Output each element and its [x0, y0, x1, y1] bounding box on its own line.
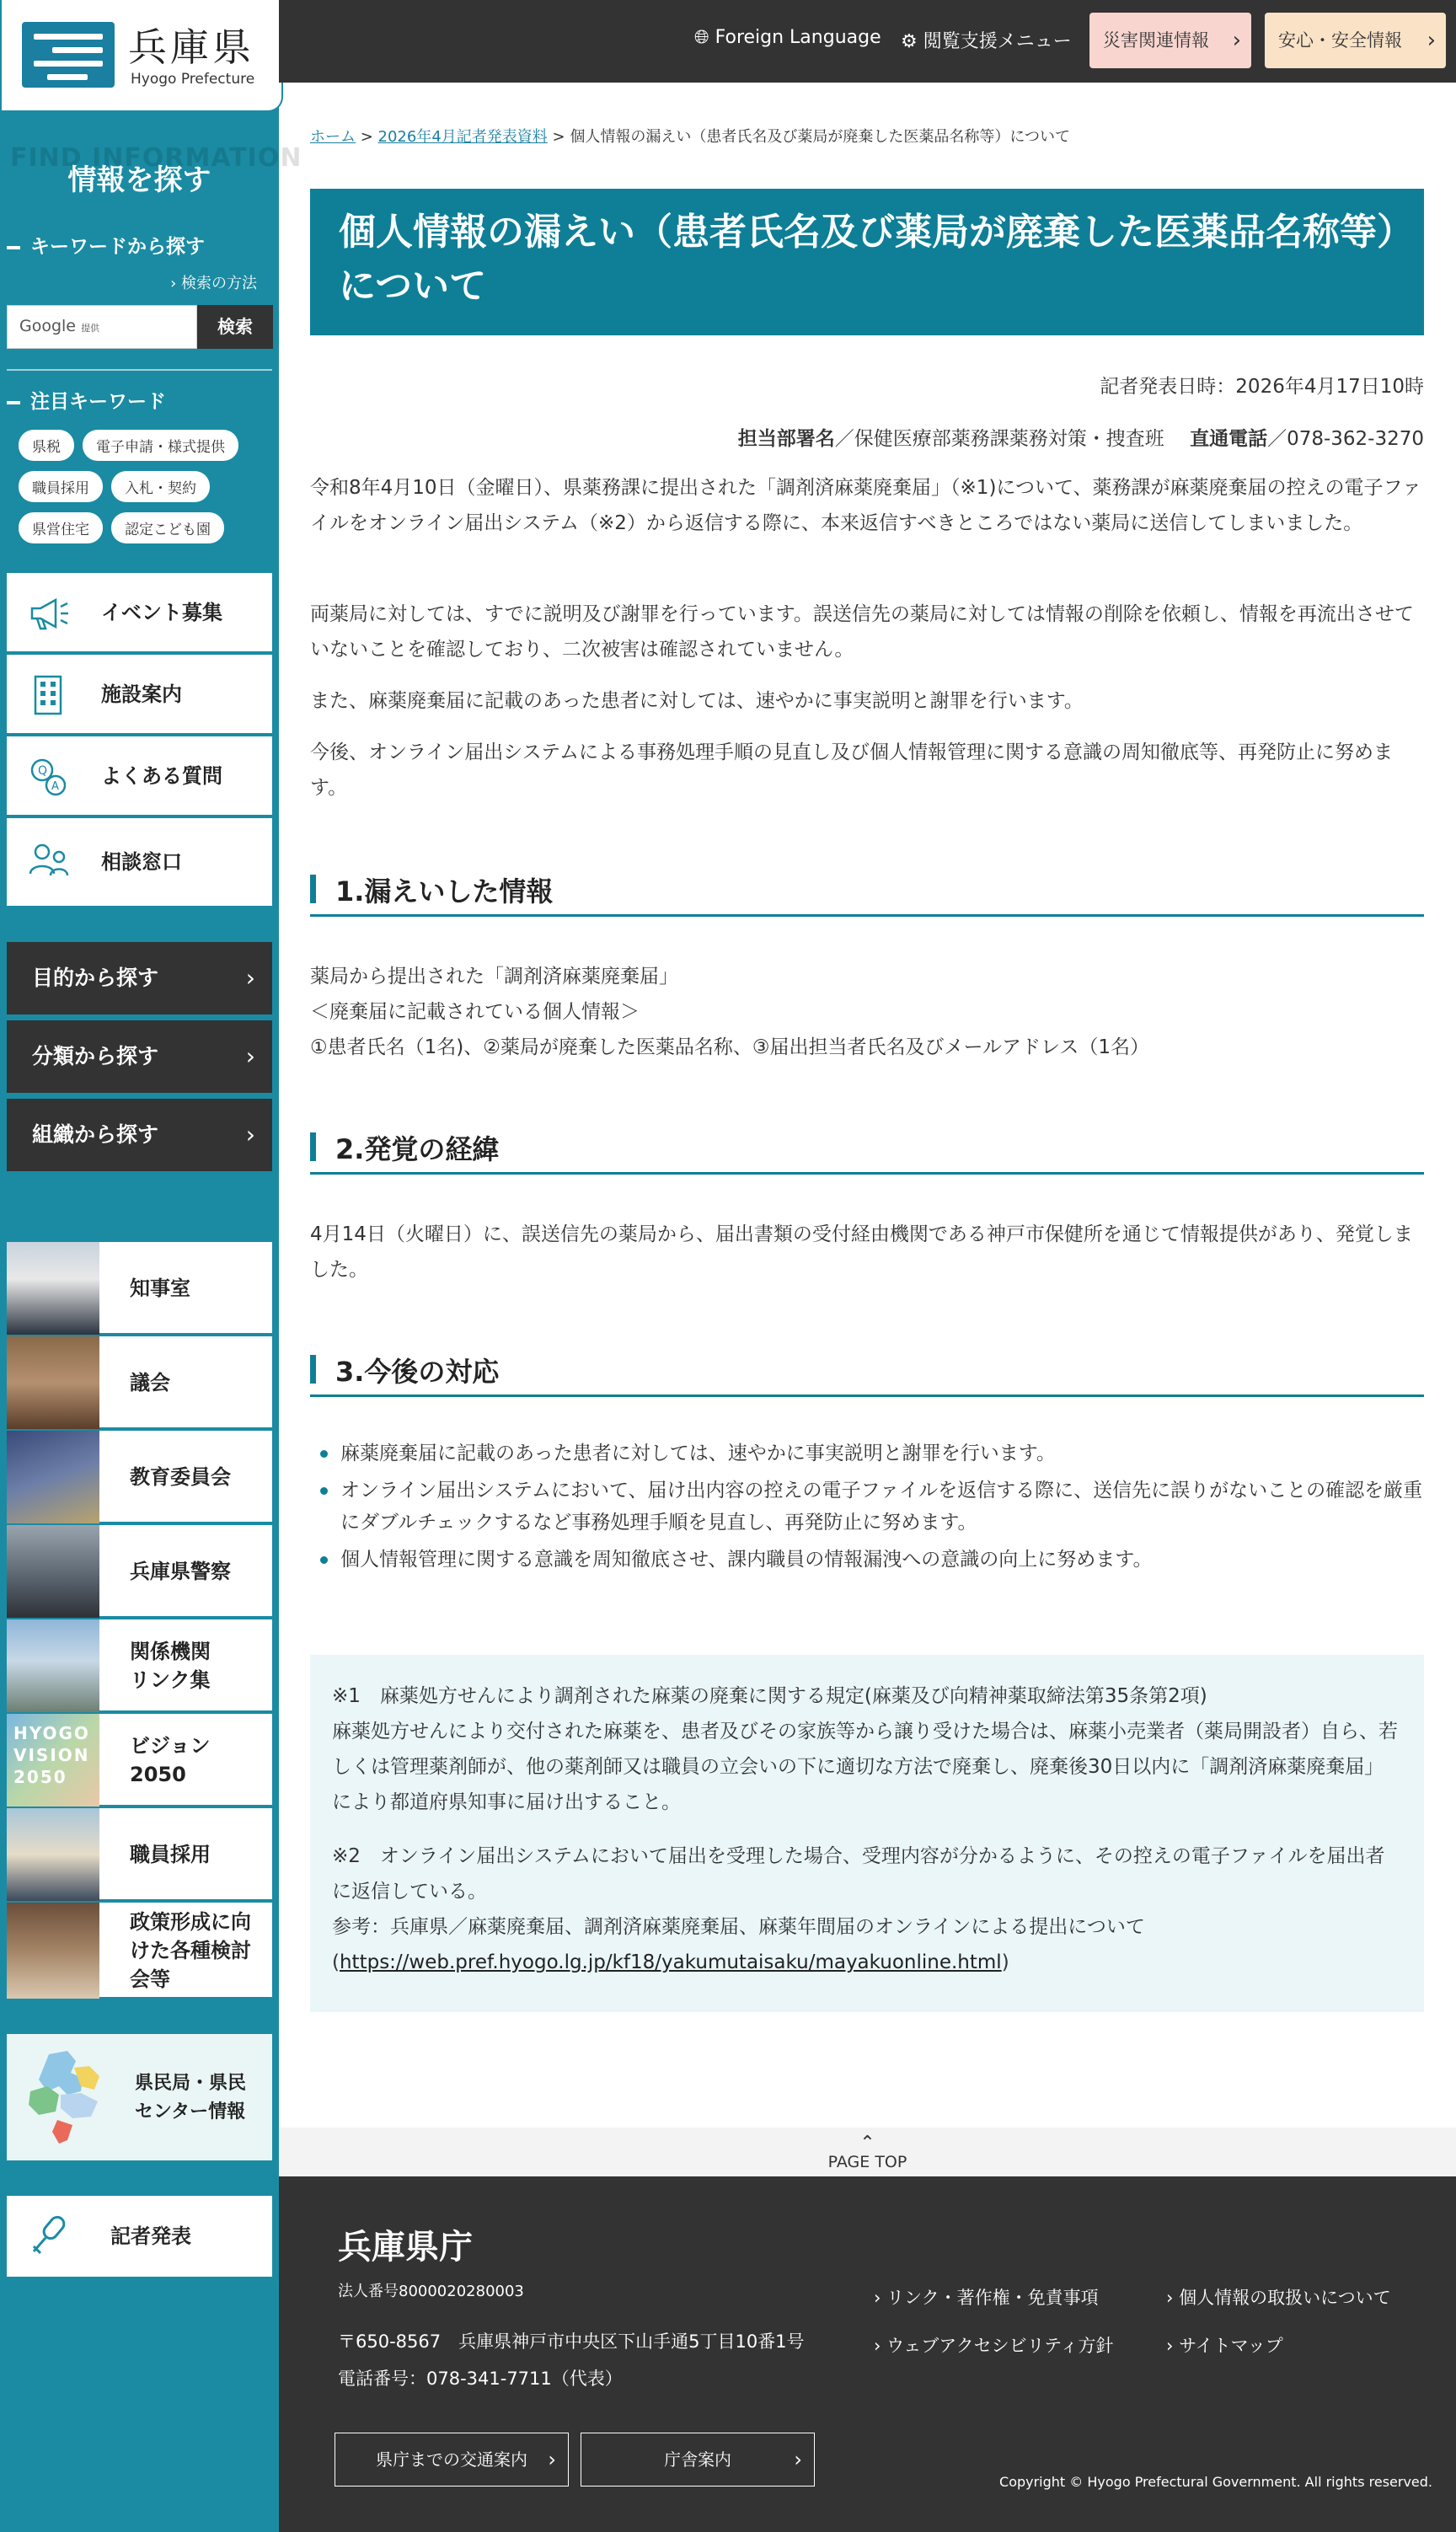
find-info-watermark: FIND INFORMATION [10, 143, 302, 173]
top-header [279, 0, 1456, 83]
accessibility-menu-link[interactable] [901, 27, 1072, 53]
google-label: Google 提供 [19, 317, 100, 335]
breadcrumb-separator: > [356, 128, 378, 146]
link-assembly[interactable] [7, 1336, 272, 1429]
menu-label: イベント募集 [101, 601, 222, 624]
recruitment-photo [7, 1808, 99, 1901]
keyword-pill[interactable]: 電子申請・様式提供 [83, 430, 238, 461]
education-photo [7, 1431, 99, 1523]
footer-link-copyright[interactable]: › リンク・著作権・免責事項 [874, 2284, 1099, 2310]
safety-info-button[interactable] [1265, 13, 1446, 68]
hyogo-logo-mark-icon [22, 22, 115, 88]
keyword-search-heading: キーワードから探す [7, 231, 205, 259]
chevron-right-icon: › [245, 964, 255, 992]
link-label: 職員採用 [130, 1843, 211, 1866]
nav-label: 目的から探す [32, 966, 159, 990]
list-item: 個人情報管理に関する意識を周知徹底させ、課内職員の情報漏洩への意識の向上に努めます。 [310, 1544, 1424, 1576]
link-regional-centers[interactable] [7, 2034, 272, 2160]
consultation-icon [27, 837, 71, 881]
access-guide-label: 県庁までの交通案内 [376, 2449, 527, 2470]
menu-consultation[interactable] [7, 818, 272, 906]
note2-link-line: (https://web.pref.hyogo.lg.jp/kf18/yakumutaisaku/mayakuonline.html) [332, 1951, 1009, 1973]
list-item: オンライン届出システムにおいて、届け出内容の控えの電子ファイルを返信する際に、送信先に誤りがないことの確認を厳重にダブルチェックするなど事務処理手順を見直し、再発防止に努めます。 [310, 1475, 1424, 1539]
chevron-right-icon: › [1232, 28, 1241, 53]
chevron-right-icon: › [548, 2448, 556, 2471]
sidebar-divider [7, 369, 272, 371]
search-button[interactable]: 検索 [197, 305, 273, 349]
foreign-language-link[interactable] [694, 27, 881, 48]
intro-paragraph: また、麻薬廃棄届に記載のあった患者に対しては、速やかに事実説明と謝罪を行います。 [310, 690, 1084, 712]
note1-title: ※1 麻薬処方せんにより調剤された麻薬の廃棄に関する規定(麻薬及び向精神薬取締法第35条第2項) [332, 1685, 1207, 1707]
link-label: 議会 [130, 1371, 170, 1394]
link-policy-committees[interactable] [7, 1903, 272, 1999]
chevron-up-icon: ⌃ [859, 2133, 875, 2154]
accessibility-menu-label: 閲覧支援メニュー [923, 31, 1072, 52]
link-label: 知事室 [130, 1277, 190, 1300]
sidebar [0, 0, 302, 2532]
keyword-pill[interactable]: 県営住宅 [19, 512, 103, 543]
committee-photo [7, 1903, 99, 1999]
chevron-right-icon: › [245, 1042, 255, 1070]
copyright: Copyright © Hyogo Prefectural Government. All rights reserved. [999, 2474, 1432, 2490]
leaked-info-line: ＜廃棄届に記載されている個人情報＞ [310, 1001, 640, 1023]
link-label: 政策形成に向 けた各種検討 会等 [130, 1910, 251, 1991]
keyword-pill[interactable]: 職員採用 [19, 471, 103, 502]
section-heading [310, 866, 1424, 917]
menu-label: 相談窓口 [101, 850, 182, 874]
nav-label: 組織から探す [32, 1122, 159, 1147]
link-press-release[interactable] [7, 2196, 272, 2277]
footer [279, 2176, 1456, 2532]
svg-text:Q: Q [38, 764, 48, 778]
press-date: 記者発表日時：2026年4月17日10時 [1100, 376, 1424, 398]
link-label: 教育委員会 [130, 1465, 231, 1489]
leaked-info-line: 薬局から提出された「調剤済麻薬廃棄届」 [310, 966, 678, 988]
menu-label: よくある質問 [101, 764, 222, 788]
chevron-right-icon: › [245, 1121, 255, 1148]
chevron-right-icon: › [794, 2448, 802, 2471]
keyword-pill[interactable]: 入札・契約 [111, 471, 210, 502]
keyword-pill[interactable]: 認定こども園 [111, 512, 224, 543]
gear-icon: ⚙ [901, 31, 918, 52]
footer-link-accessibility[interactable]: › ウェブアクセシビリティ方針 [874, 2332, 1114, 2358]
footer-phone: 電話番号：078-341-7711（代表） [338, 2369, 623, 2389]
intro-paragraph: 令和8年4月10日（金曜日）、県薬務課に提出された「調剤済麻薬廃棄届」（※1)について、薬務課が麻薬廃棄届の控えの電子ファイルをオンライン届出システム（※2）から返信する際に、本来返信すべきところではない薬局に送信してしまいました。 [310, 477, 1422, 534]
section-title: 3.今後の対応 [335, 1356, 500, 1388]
section-title: 2.発覚の経緯 [335, 1133, 500, 1165]
find-info-title: 情報を探す [67, 163, 211, 197]
intro-paragraph: 両薬局に対しては、すでに説明及び謝罪を行っています。誤送信先の薬局に対しては情報の削除を依頼し、情報を再流出させていないことを確認しており、二次被害は確認されていません。 [310, 603, 1414, 661]
link-label: 兵庫県警察 [130, 1560, 231, 1583]
foreign-language-label: Foreign Language [715, 27, 881, 48]
menu-event[interactable] [7, 573, 272, 653]
svg-text:A: A [51, 780, 59, 793]
section-heading [310, 1346, 1424, 1397]
access-guide-button[interactable] [335, 2433, 569, 2486]
microphone-icon [27, 2213, 74, 2260]
tel-value: ／078-362-3270 [1267, 428, 1424, 450]
logo-subtitle: Hyogo Prefecture [131, 71, 255, 88]
breadcrumb-home-link[interactable]: ホーム [310, 128, 356, 146]
disaster-info-button[interactable] [1089, 13, 1251, 68]
heading-bar [310, 1132, 316, 1161]
note1-text: 麻薬処方せんにより交付された麻薬を、患者及びその家族等から譲り受けた場合は、麻薬小売業者（薬局開設者）自ら、若しくは管理薬剤師が、他の薬剤師又は職員の立会いの下に適切な方法で廃棄し、廃棄後30日以内に「調剤済麻薬廃棄届」により都道府県知事に届け出すること。 [332, 1721, 1398, 1813]
page-top-button[interactable] [279, 2128, 1456, 2176]
heading-bar [310, 875, 316, 903]
police-photo [7, 1525, 99, 1618]
disaster-info-label: 災害関連情報 [1103, 30, 1209, 51]
cityscape-photo [7, 1619, 99, 1712]
vision-logo: HYOGO VISION 2050 [7, 1714, 99, 1807]
search-method-link[interactable]: › 検索の方法 [170, 271, 257, 293]
hyogo-map-icon [24, 2048, 116, 2147]
breadcrumb-current: 個人情報の漏えい（患者氏名及び薬局が廃棄した医薬品名称等）について [570, 128, 1070, 146]
menu-faq[interactable] [7, 736, 272, 816]
qa-icon [27, 755, 71, 799]
globe-icon: 🌐︎ [694, 27, 709, 48]
footer-org-name: 兵庫県庁 [338, 2228, 473, 2267]
office-guide-button[interactable] [581, 2433, 815, 2486]
footer-address: 〒650-8567 兵庫県神戸市中央区下山手通5丁目10番1号 [338, 2331, 805, 2352]
note2-reference: 参考：兵庫県／麻薬廃棄届、調剤済麻薬廃棄届、麻薬年間届のオンラインによる提出について [332, 1916, 1145, 1938]
nav-label: 分類から探す [32, 1044, 159, 1068]
section-title: 1.漏えいした情報 [335, 875, 554, 907]
link-police[interactable] [7, 1525, 272, 1618]
link-label: 関係機関 リンク集 [130, 1640, 211, 1692]
governor-photo [7, 1242, 99, 1335]
footer-link-privacy[interactable]: › 個人情報の取扱いについて [1166, 2284, 1391, 2310]
heading-bar [310, 1355, 316, 1384]
menu-facility[interactable] [7, 655, 272, 735]
reference-link[interactable]: https://web.pref.hyogo.lg.jp/kf18/yakumutaisaku/mayakuonline.html [339, 1951, 1002, 1973]
breadcrumb-separator: > [547, 128, 570, 146]
nav-by-category[interactable] [7, 1020, 272, 1093]
leaked-info-line: ①患者氏名（1名)、②薬局が廃棄した医薬品名称、③届出担当者氏名及びメールアドレス（1名） [310, 1036, 1149, 1058]
dept-label: 担当部署名 [737, 428, 835, 450]
chevron-right-icon: › [1427, 28, 1436, 53]
measures-list [310, 1437, 1424, 1581]
list-item: 麻薬廃棄届に記載のあった患者に対しては、速やかに事実説明と謝罪を行います。 [310, 1437, 1424, 1469]
nav-by-organization[interactable] [7, 1099, 272, 1171]
footer-corporate-number: 法人番号8000020280003 [338, 2283, 524, 2300]
dept-value: ／保健医療部薬務課薬務対策・捜査班 [834, 428, 1164, 450]
keyword-pill[interactable]: 県税 [19, 430, 74, 461]
megaphone-icon [27, 592, 71, 635]
link-governor[interactable] [7, 1242, 272, 1335]
contact-line [738, 423, 1424, 451]
search-input[interactable] [7, 305, 197, 349]
link-education-board[interactable] [7, 1431, 272, 1523]
regional-centers-label: 県民局・県民 センター情報 [135, 2073, 247, 2122]
link-related-organizations[interactable] [7, 1619, 272, 1712]
page-title: 個人情報の漏えい（患者氏名及び薬局が廃棄した医薬品名称等）について [310, 189, 1424, 335]
section-heading [310, 1124, 1424, 1175]
discovery-paragraph: 4月14日（火曜日）に、誤送信先の薬局から、届出書類の受付経由機関である神戸市保健所を通じて情報提供があり、発覚しました。 [310, 1223, 1413, 1281]
assembly-photo [7, 1336, 99, 1429]
breadcrumb [310, 125, 1070, 147]
note2-text: ※2 オンライン届出システムにおいて届出を受理した場合、受理内容が分かるように、その控えの電子ファイルを届出者に返信している。 [332, 1845, 1385, 1903]
menu-label: 施設案内 [101, 683, 182, 706]
intro-paragraph: 今後、オンライン届出システムによる事務処理手順の見直し及び個人情報管理に関する意識の周知徹底等、再発防止に努めます。 [310, 741, 1394, 799]
logo-title: 兵庫県 [128, 24, 254, 70]
notes-box [310, 1655, 1424, 2012]
office-guide-label: 庁舎案内 [664, 2449, 731, 2470]
link-recruitment[interactable] [7, 1808, 272, 1901]
featured-keyword-list [19, 430, 271, 543]
page-top-label: PAGE TOP [827, 2153, 907, 2171]
footer-link-sitemap[interactable]: › サイトマップ [1166, 2332, 1283, 2358]
tel-label: 直通電話 [1190, 428, 1268, 450]
link-label: ビジョン 2050 [130, 1734, 211, 1786]
featured-keyword-heading: 注目キーワード [7, 386, 166, 414]
breadcrumb-parent-link[interactable]: 2026年4月記者発表資料 [377, 128, 548, 146]
site-logo[interactable] [0, 0, 283, 112]
safety-info-label: 安心・安全情報 [1278, 30, 1402, 51]
nav-by-purpose[interactable] [7, 942, 272, 1014]
link-vision-2050[interactable] [7, 1714, 272, 1807]
building-icon [27, 673, 71, 717]
press-release-label: 記者発表 [110, 2224, 191, 2248]
